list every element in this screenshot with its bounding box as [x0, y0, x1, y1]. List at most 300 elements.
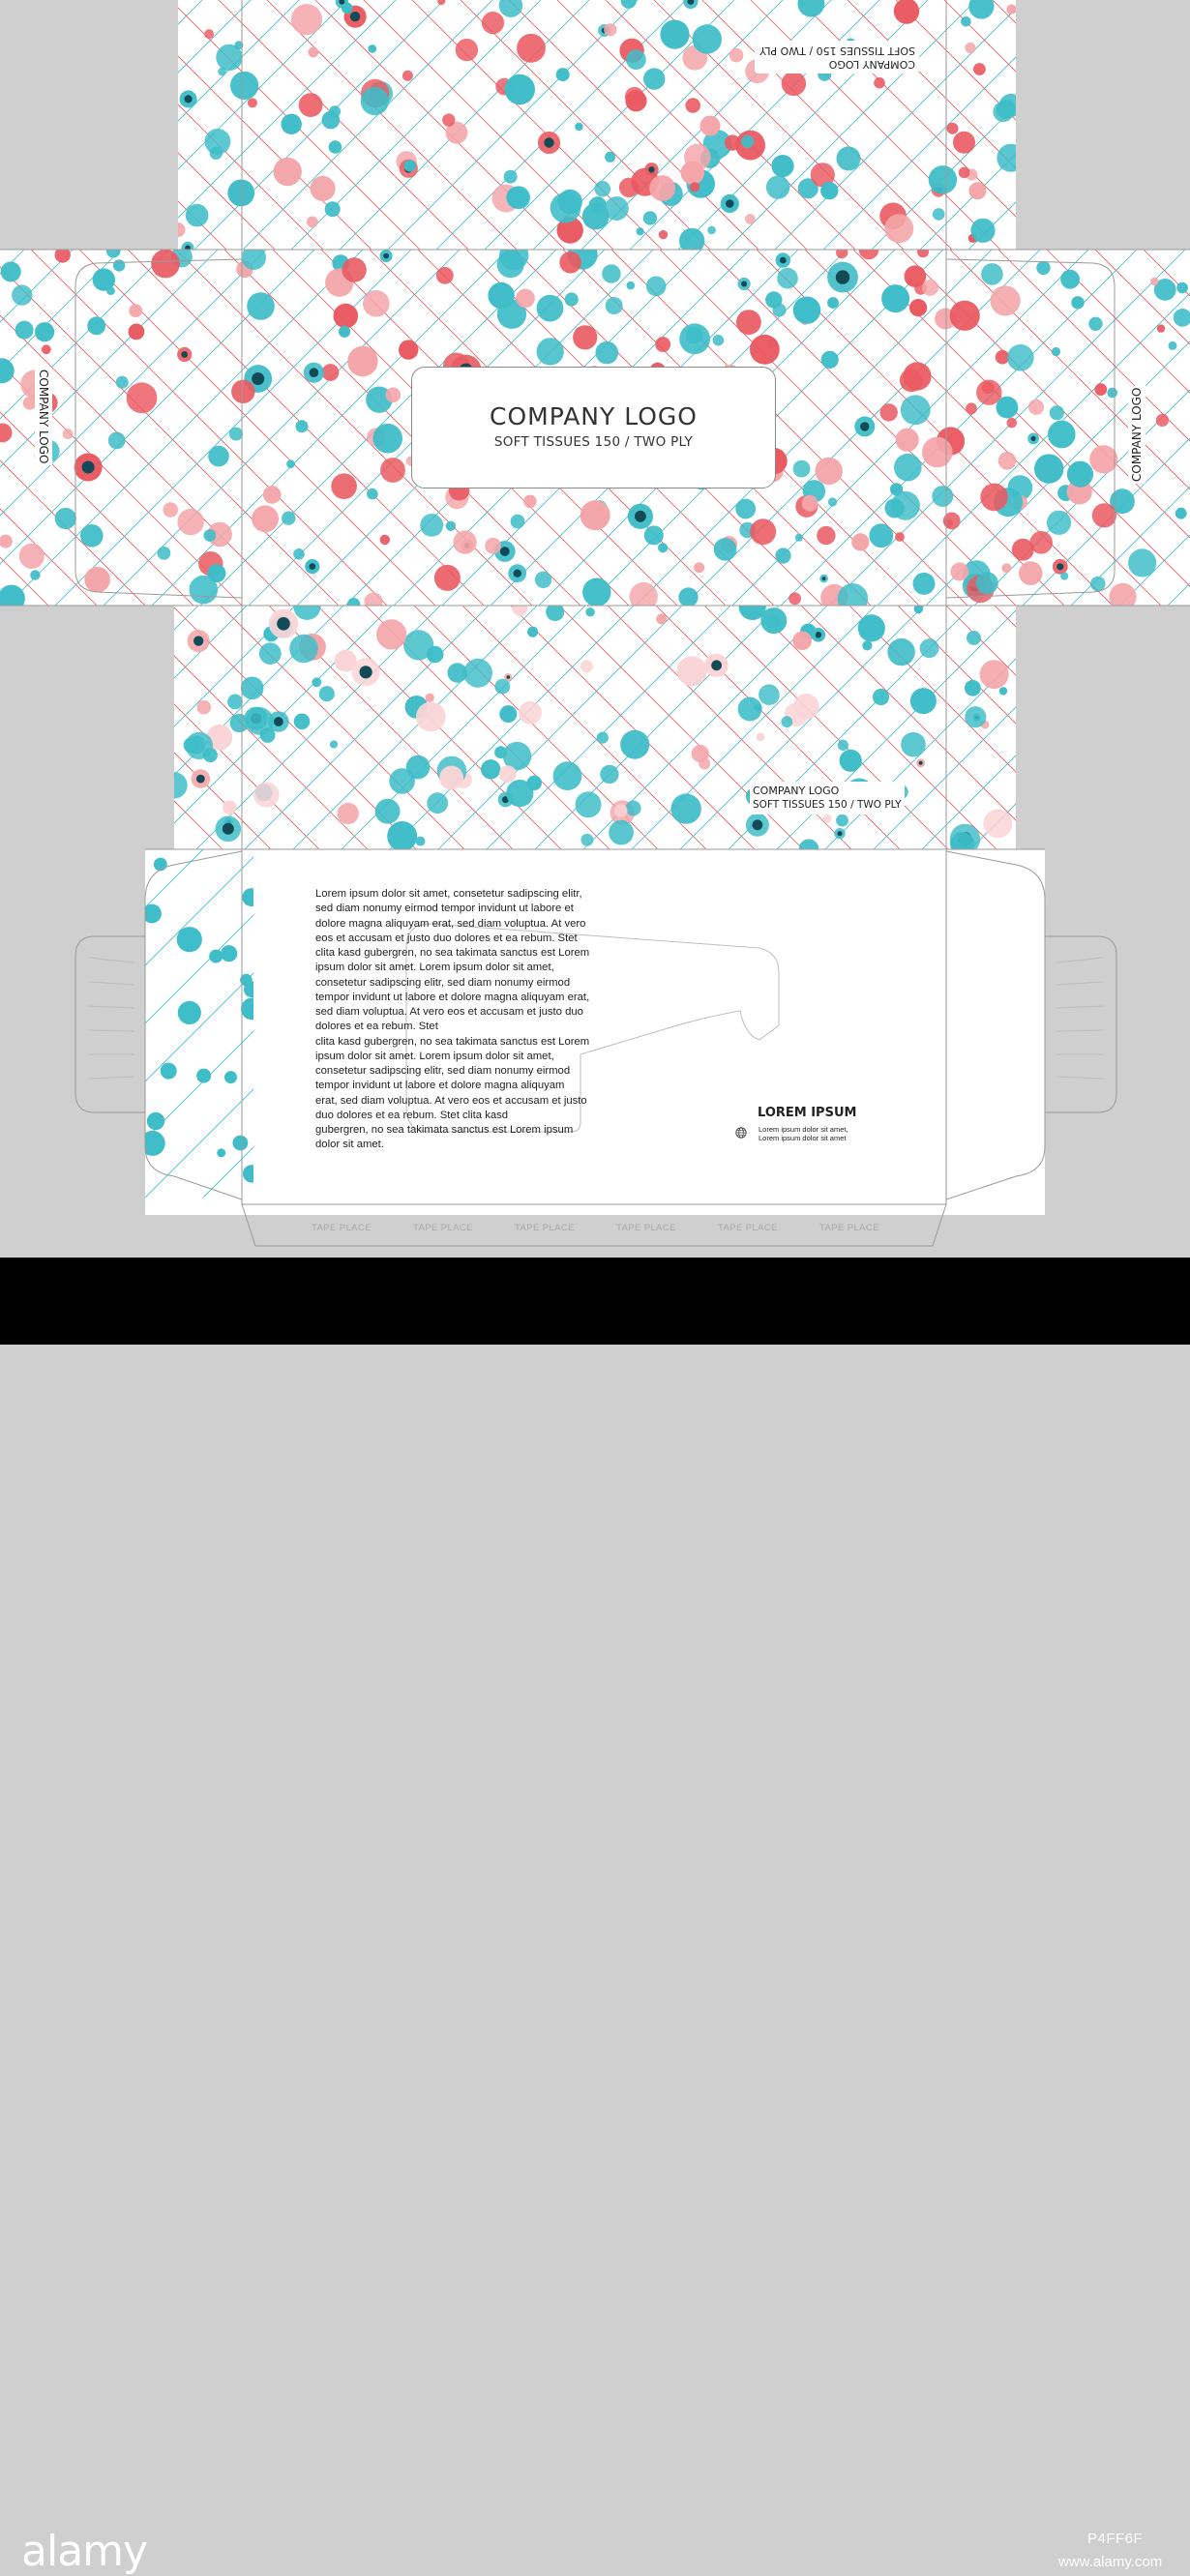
pattern-dot	[1071, 296, 1084, 309]
pattern-dot	[42, 344, 51, 354]
pattern-dot	[463, 659, 492, 688]
pattern-dot	[406, 755, 431, 780]
pattern-dot	[1150, 278, 1158, 285]
pattern-dot	[1094, 383, 1107, 396]
pattern-dot	[793, 460, 811, 478]
pattern-dot	[241, 677, 264, 700]
pattern-dot	[735, 499, 756, 519]
pattern-dot	[920, 638, 939, 658]
pattern-dot	[901, 732, 926, 757]
pattern-dot	[895, 532, 905, 542]
pattern-dot	[197, 700, 212, 715]
pattern-dot	[816, 458, 843, 485]
pattern-dot	[488, 282, 514, 309]
pattern-dot	[765, 614, 780, 629]
pattern-dot	[605, 152, 615, 163]
pattern-dot	[246, 707, 274, 735]
pattern-dot-core	[753, 819, 763, 830]
product-subtitle: SOFT TISSUES 150 / TWO PLY	[493, 434, 694, 450]
pattern-dot	[991, 285, 1021, 315]
pattern-dot-core	[711, 660, 722, 670]
pattern-dot	[1169, 341, 1177, 350]
pattern-dot-core	[193, 636, 203, 645]
pattern-dot	[416, 702, 446, 732]
pattern-dot	[997, 397, 1019, 419]
pattern-dot	[910, 688, 937, 714]
pattern-dot	[901, 395, 931, 425]
pattern-dot	[600, 765, 618, 784]
grey-flap-tr	[1016, 0, 1116, 250]
pattern-dot-core	[277, 617, 290, 631]
pattern-dot	[158, 547, 171, 560]
pattern-dot	[178, 1001, 201, 1024]
pattern-dot	[750, 518, 776, 545]
pattern-dot-core	[181, 351, 188, 358]
pattern-dot	[1019, 561, 1043, 585]
pattern-dot-core	[648, 166, 654, 172]
pattern-dot	[420, 514, 443, 537]
pattern-dot	[291, 4, 322, 35]
pattern-dot	[387, 821, 417, 851]
pattern-dot	[403, 630, 433, 660]
pattern-dot	[325, 201, 341, 217]
pattern-dot	[363, 290, 390, 317]
pattern-dot	[745, 214, 756, 224]
pattern-dot	[116, 376, 129, 389]
pattern-dot	[881, 284, 909, 312]
pattern-dot	[230, 714, 249, 732]
pattern-dot	[218, 68, 226, 76]
pattern-dot	[862, 640, 872, 650]
pattern-dot	[519, 701, 542, 725]
pattern-dot	[983, 810, 1012, 839]
pattern-dot	[319, 686, 335, 701]
pattern-dot	[253, 782, 280, 808]
pattern-dot	[550, 192, 581, 223]
pattern-dot	[556, 68, 570, 81]
pattern-dot	[399, 340, 418, 359]
pattern-dot-core	[1056, 563, 1063, 570]
pattern-dot	[439, 766, 463, 790]
pattern-dot	[186, 204, 209, 227]
pattern-dot	[999, 687, 1007, 695]
pattern-dot	[330, 740, 338, 748]
pattern-dot	[900, 369, 923, 392]
pattern-dot	[248, 98, 257, 107]
pattern-dot	[1060, 573, 1068, 580]
pattern-dot	[55, 508, 76, 529]
pattern-dot	[151, 250, 180, 279]
image-id: P4FF6F	[1087, 2531, 1144, 2547]
pattern-dot	[741, 135, 754, 148]
pattern-dot-core	[196, 775, 205, 784]
pattern-dot	[15, 321, 34, 340]
pattern-dot	[738, 697, 762, 722]
pattern-dot	[605, 196, 629, 221]
pattern-dot	[436, 267, 454, 284]
pattern-dot	[637, 227, 644, 235]
pattern-dot	[372, 424, 402, 454]
pattern-dot	[757, 733, 765, 742]
pattern-dot	[950, 301, 980, 331]
tape-place-label: TAPE PLACE	[413, 1223, 473, 1233]
pattern-dot	[606, 297, 623, 314]
pattern-dot	[585, 607, 594, 616]
pattern-dot	[965, 43, 975, 53]
pattern-dot	[817, 526, 835, 545]
pattern-dot	[247, 292, 275, 320]
pattern-dot	[494, 679, 510, 695]
pattern-line	[1116, 606, 1190, 849]
pattern-dot	[299, 93, 323, 117]
pattern-dot	[233, 1136, 249, 1151]
pattern-dot	[793, 297, 820, 324]
pattern-dot	[376, 619, 406, 649]
pattern-dot	[922, 280, 938, 296]
tab-rule	[1056, 958, 1103, 962]
pattern-dot	[559, 252, 581, 274]
pattern-dot	[595, 181, 611, 197]
pattern-dot	[1007, 344, 1034, 371]
description-text: Lorem ipsum dolor sit amet, consetetur sadipscing elitr, sed diam nonumy eirmod tempor invidunt ut labore et dolore magna aliquyam erat, sed diam voluptua. At vero eos et accusam et justo duo dolores et ea rebum. Stet clita kasd gubergren, no sea takimata sanctus est Lorem ipsum dolor sit amet. Lorem ipsum dolor sit amet, consetetur sadipscing elitr, sed diam nonumy eirmod tempor invidunt ut labore et dolore magna aliquyam erat, sed diam voluptua. At vero eos et accusam et justo duo dolores et ea rebum. Stet clita kasd gubergren, no sea takimata sanctus est Lorem ipsum dolor sit amet. Lorem ipsum dolor sit amet, consetetur sadipscing elitr, sed diam nonumy eirmod tempor invidunt ut labore et dolore magna aliquyam erat, sed diam voluptua. At vero eos et accusam et justo duo dolores et ea rebum. Stet clita kasd gubergren, no sea takimata sanctus est Lorem ipsum dolor sit amet.	[315, 888, 590, 1151]
grey-flap-br	[1016, 606, 1116, 849]
pattern-dot	[909, 299, 927, 316]
top-flap-label	[755, 41, 919, 74]
pattern-dot	[643, 211, 657, 224]
pattern-dot	[30, 570, 40, 579]
pattern-dot	[294, 714, 311, 730]
pattern-dot	[12, 284, 32, 305]
pattern-dot	[161, 1063, 177, 1080]
pattern-dot-core	[310, 368, 319, 377]
tab-rule	[1056, 982, 1103, 985]
pattern-dot	[331, 473, 357, 499]
pattern-dot	[828, 497, 837, 506]
pattern-dot	[506, 780, 533, 807]
pattern-dot-core	[223, 823, 234, 835]
pattern-dot	[891, 491, 920, 520]
pattern-dot-core	[1031, 436, 1036, 441]
pattern-dot-core	[836, 270, 849, 283]
pattern-dot	[837, 146, 861, 170]
grey-flap-tl	[75, 0, 178, 250]
pattern-dot	[713, 335, 725, 346]
pattern-dot	[597, 732, 609, 744]
pattern-dot	[296, 420, 309, 432]
pattern-dot	[851, 533, 869, 550]
pattern-dot	[263, 486, 282, 504]
company-logo-title: COMPANY LOGO	[490, 402, 698, 430]
pattern-dot	[1089, 445, 1117, 473]
brand-line-1: Lorem ipsum dolor sit amet,	[759, 1125, 848, 1134]
pattern-dot	[685, 98, 700, 113]
pattern-dot	[289, 635, 318, 664]
pattern-dot	[163, 502, 178, 518]
pattern-dot	[446, 521, 456, 531]
pattern-dot-core	[383, 253, 389, 259]
pattern-dot	[127, 382, 158, 413]
pattern-dot	[224, 1071, 237, 1083]
pattern-dot	[309, 47, 319, 58]
pattern-dot	[929, 165, 957, 193]
pattern-dot	[311, 176, 336, 201]
pattern-dot	[679, 323, 710, 354]
pattern-dot	[113, 259, 125, 271]
pattern-dot	[322, 111, 341, 130]
pattern-dot	[690, 182, 699, 192]
pattern-dot	[523, 495, 537, 509]
pattern-dot	[221, 945, 237, 962]
pattern-dot	[848, 753, 856, 761]
pattern-dot	[84, 567, 110, 593]
pattern-line	[1164, 606, 1190, 849]
pattern-dot	[582, 578, 610, 607]
pattern-dot	[485, 538, 501, 554]
pattern-dot	[274, 158, 302, 186]
pattern-line	[1114, 0, 1190, 250]
pattern-dot-core	[544, 137, 553, 147]
pattern-dot	[1050, 405, 1064, 420]
pattern-dot	[932, 486, 953, 507]
pattern-dot	[87, 316, 105, 335]
pattern-dot	[1007, 418, 1018, 429]
pattern-dot-core	[726, 199, 734, 208]
pattern-dot	[386, 388, 402, 403]
pattern-dot	[693, 24, 722, 53]
pattern-dot	[869, 523, 893, 548]
pattern-dot	[196, 1069, 211, 1083]
pattern-dot	[1028, 400, 1044, 415]
pattern-dot	[884, 214, 913, 243]
pattern-dot	[965, 706, 986, 727]
pattern-dot	[177, 509, 203, 535]
pattern-dot-core	[741, 281, 747, 287]
pattern-dot	[944, 519, 953, 528]
pattern-dot	[659, 230, 668, 239]
pattern-dot	[827, 297, 839, 309]
pattern-dot	[380, 458, 405, 483]
pattern-dot	[970, 219, 995, 243]
pattern-dot	[823, 814, 832, 823]
pattern-dot	[223, 800, 237, 814]
pattern-dot	[361, 87, 389, 115]
pattern-dot	[699, 757, 710, 769]
pattern-dot	[322, 364, 340, 381]
pattern-dot	[403, 160, 415, 171]
pattern-dot	[821, 351, 839, 369]
pattern-dot	[947, 123, 959, 134]
pattern-dot-core	[507, 675, 511, 679]
alamy-url: www.alamy.com	[1058, 2554, 1163, 2570]
pattern-dot	[565, 292, 579, 306]
pattern-dot	[129, 304, 142, 317]
side-glue-tab-right	[1045, 936, 1116, 1112]
pattern-dot	[750, 335, 780, 365]
pattern-dot	[602, 264, 620, 282]
pattern-dot	[700, 116, 721, 136]
pattern-dot	[968, 182, 986, 199]
pattern-dot	[259, 642, 282, 665]
pattern-dot	[576, 791, 602, 817]
pattern-dot	[190, 576, 219, 605]
pattern-dot	[1029, 531, 1053, 554]
pattern-dot	[334, 304, 359, 329]
pattern-dot	[342, 257, 366, 281]
pattern-dot	[231, 380, 254, 403]
pattern-dot	[976, 572, 998, 594]
pattern-dot	[981, 263, 1003, 285]
pattern-dot-core	[309, 563, 315, 570]
pattern-dot	[614, 804, 628, 817]
pattern-dot	[108, 432, 126, 450]
pattern-dot	[781, 716, 792, 727]
pattern-dot-core	[635, 511, 646, 522]
tape-place-label: TAPE PLACE	[312, 1223, 372, 1233]
pattern-dot	[694, 562, 704, 573]
pattern-dot	[1090, 577, 1106, 592]
side-label-left: COMPANY LOGO	[37, 370, 50, 464]
pattern-dot	[953, 132, 975, 154]
pattern-dot	[681, 161, 704, 184]
pattern-dot	[504, 170, 518, 184]
pattern-dot	[154, 858, 167, 872]
pattern-dot	[1088, 317, 1102, 331]
pattern-line	[1162, 0, 1190, 250]
pattern-dot	[1006, 5, 1016, 15]
pattern-dot	[707, 226, 716, 235]
pattern-dot	[1047, 511, 1071, 535]
pattern-dot	[312, 677, 321, 687]
pattern-dot-core	[837, 831, 842, 836]
pattern-dot	[922, 437, 953, 468]
pattern-dot	[580, 834, 593, 846]
pattern-dot	[282, 512, 295, 525]
pattern-dot	[1, 261, 21, 281]
pattern-dot	[482, 12, 504, 34]
pattern-dot	[604, 23, 616, 36]
pattern-dot	[820, 182, 838, 199]
pattern-dot-core	[860, 422, 869, 430]
tab-rule	[1056, 1006, 1103, 1008]
pattern-dot	[759, 684, 780, 705]
pattern-dot-core	[919, 761, 923, 765]
pattern-dot	[729, 48, 744, 63]
pattern-dot	[535, 572, 551, 588]
tape-place-label: TAPE PLACE	[616, 1223, 676, 1233]
packaging-dieline	[0, 0, 1190, 1258]
pattern-dot	[678, 587, 698, 607]
pattern-dot	[537, 295, 564, 322]
pattern-dot	[967, 631, 981, 645]
pattern-dot	[230, 72, 258, 100]
pattern-dot	[177, 927, 202, 952]
pattern-dot	[1092, 503, 1116, 527]
pattern-dot	[795, 534, 803, 542]
tape-place-label: TAPE PLACE	[515, 1223, 575, 1233]
dispenser-window-label	[411, 367, 776, 489]
pattern-dot	[1157, 324, 1165, 332]
pattern-dot	[887, 638, 914, 666]
pattern-dot	[1175, 508, 1187, 519]
pattern-line	[1138, 0, 1190, 250]
pattern-dot	[252, 505, 279, 532]
pattern-dot	[380, 535, 390, 545]
watermark-footer	[0, 1258, 1190, 2576]
pattern-dot	[643, 68, 665, 89]
pattern-dot-core	[780, 257, 787, 264]
pattern-dot	[1001, 563, 1011, 573]
pattern-dot	[575, 123, 582, 131]
pattern-dot	[229, 428, 243, 441]
pattern-dot	[1036, 261, 1050, 275]
pattern-dot	[656, 613, 667, 624]
tab-rule	[89, 1006, 134, 1008]
pattern-dot	[619, 178, 639, 197]
pattern-dot	[580, 500, 610, 530]
side-label-right: COMPANY LOGO	[1130, 387, 1144, 482]
pattern-dot	[838, 740, 848, 751]
pattern-dot	[442, 113, 455, 126]
pattern-dot	[646, 277, 667, 297]
pattern-line	[1186, 0, 1190, 250]
pattern-dot	[677, 656, 707, 686]
pattern-dot	[63, 429, 74, 439]
pattern-dot	[649, 175, 675, 201]
pattern-dot	[1034, 454, 1063, 483]
pattern-dot-core	[514, 570, 521, 577]
pattern-dot	[1128, 548, 1156, 577]
brand-line-2: Lorem ipsum dolor sit amet	[759, 1134, 847, 1142]
pattern-dot	[499, 765, 517, 783]
pattern-line	[1140, 606, 1190, 849]
pattern-dot	[209, 950, 223, 963]
pattern-dot-core	[360, 666, 372, 678]
pattern-dot	[1067, 461, 1093, 488]
pattern-dot	[367, 489, 378, 500]
pattern-dot	[620, 730, 649, 759]
pattern-dot	[402, 71, 413, 81]
pattern-dot	[714, 538, 737, 561]
pattern-dot	[765, 291, 782, 308]
pattern-dot	[434, 565, 461, 591]
pattern-dot	[982, 381, 995, 394]
tab-rule	[89, 1077, 134, 1079]
pattern-dot	[771, 155, 793, 177]
pattern-dot	[788, 592, 801, 605]
pattern-dot	[609, 820, 634, 845]
pattern-dot	[792, 632, 812, 651]
pattern-dot	[660, 19, 689, 48]
pattern-dot	[627, 281, 636, 290]
pattern-dot	[375, 799, 401, 824]
pattern-dot	[966, 402, 977, 414]
pattern-dot	[766, 175, 789, 198]
pattern-dot	[505, 74, 535, 104]
pattern-dot	[307, 217, 318, 228]
pattern-dot	[625, 90, 646, 111]
tab-rule	[89, 958, 134, 962]
pattern-dot	[186, 732, 213, 759]
pattern-dot	[35, 322, 54, 341]
pattern-dot	[147, 1112, 164, 1130]
pattern-dot	[208, 446, 229, 467]
pattern-dot	[802, 495, 818, 512]
pattern-dot	[140, 1131, 165, 1156]
tape-place-label: TAPE PLACE	[718, 1223, 778, 1233]
pattern-dot	[973, 63, 986, 75]
pattern-dot	[527, 627, 538, 637]
pattern-dot	[894, 454, 922, 482]
